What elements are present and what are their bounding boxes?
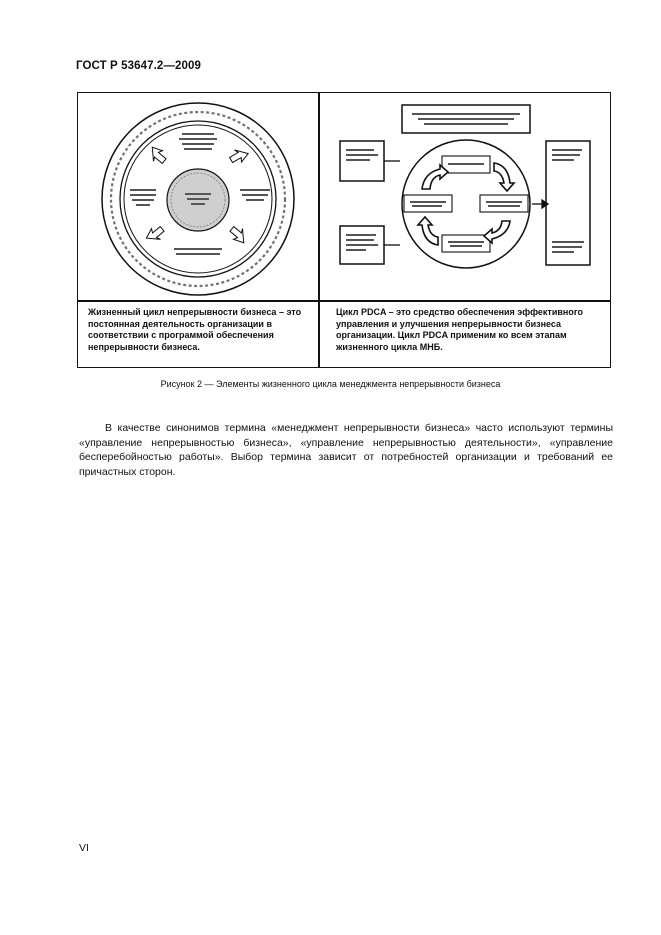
pdca-cycle-diagram <box>320 93 610 300</box>
figure-2-frame <box>77 92 611 368</box>
figure-caption: Рисунок 2 — Элементы жизненного цикла менеджмента непрерывности бизнеса <box>160 379 501 389</box>
page-number: VI <box>79 842 89 854</box>
bcm-lifecycle-diagram <box>78 93 318 300</box>
pdca-act-box <box>404 195 452 212</box>
pdca-check-box <box>442 235 490 252</box>
bcm-lifecycle-note: Жизненный цикл непрерывности бизнеса – это постоянная деятельность организации в соответствии с программой обеспечения непрерывности бизнеса. <box>88 307 302 352</box>
figure-horizontal-divider <box>78 300 610 302</box>
page-header: ГОСТ Р 53647.2—2009 <box>76 60 201 72</box>
pdca-do-box <box>480 195 528 212</box>
body-paragraph: В качестве синонимов термина «менеджмент непрерывности бизнеса» часто используют термины «управление непрерывностью бизнеса», «управление непрерывностью деятельности», «управление бесперебойностью работы». Выбор термина зависит от потребностей организации и требований ее причастных сторон. <box>79 422 613 479</box>
pdca-note: Цикл PDCA – это средство обеспечения эффективного управления и улучшения непрерывности бизнеса организации. Цикл PDCA применим ко всем этапам жизненного цикла МНБ. <box>336 307 583 352</box>
